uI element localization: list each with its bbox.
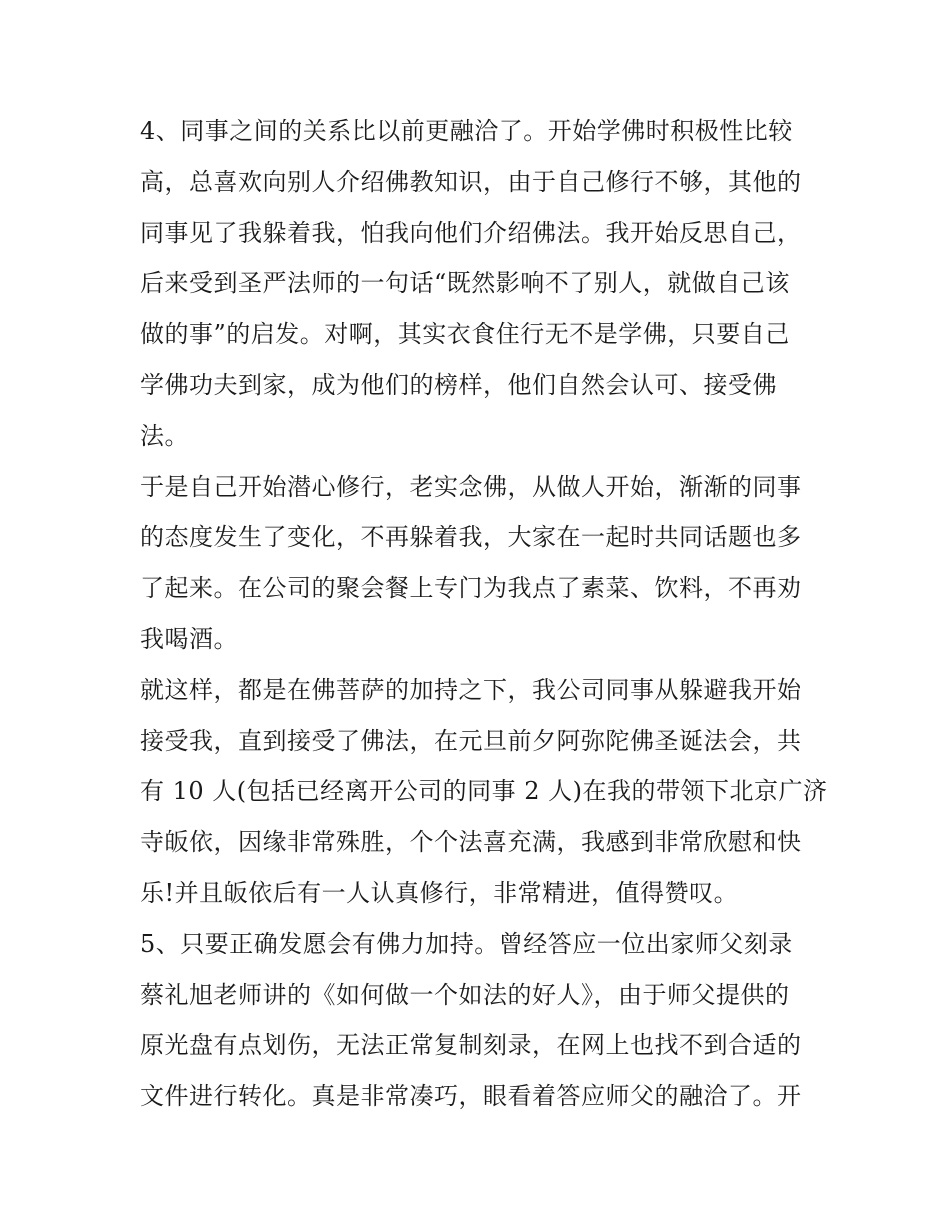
text-line: 乐!并且皈依后有一人认真修行，非常精进，值得赞叹。 [140, 878, 739, 907]
text-line: 法。 [140, 421, 189, 450]
document-body [140, 106, 828, 1122]
text-line: 接受我，直到接受了佛法，在元旦前夕阿弥陀佛圣诞法会，共 [140, 726, 802, 755]
text-line: 原光盘有点划伤，无法正常复制刻录，在网上也找不到合适的 [140, 1031, 802, 1060]
text-line: 于是自己开始潜心修行，老实念佛，从做人开始，渐渐的同事 [140, 472, 802, 501]
text-line: 蔡礼旭老师讲的《如何做一个如法的好人》，由于师父提供的 [140, 980, 790, 1009]
text-line: 就这样，都是在佛菩萨的加持之下，我公司同事从躲避我开始 [140, 675, 802, 704]
text-line: 做的事”的启发。对啊，其实衣食住行无不是学佛，只要自己 [140, 320, 790, 349]
text-line: 学佛功夫到家，成为他们的榜样，他们自然会认可、接受佛 [140, 370, 777, 399]
text-line: 5、只要正确发愿会有佛力加持。曾经答应一位出家师父刻录 [140, 929, 793, 958]
text-line: 高，总喜欢向别人介绍佛教知识，由于自己修行不够，其他的 [140, 167, 802, 196]
text-line: 4、同事之间的关系比以前更融洽了。开始学佛时积极性比较 [140, 117, 793, 145]
text-line: 同事见了我躲着我，怕我向他们介绍佛法。我开始反思自己， [140, 218, 802, 247]
text-line: 文件进行转化。真是非常凑巧，眼看着答应师父的融洽了。开 [140, 1082, 802, 1111]
text-line: 我喝酒。 [140, 624, 238, 653]
text-line: 寺皈依，因缘非常殊胜，个个法喜充满，我感到非常欣慰和快 [140, 828, 802, 857]
text-line: 了起来。在公司的聚会餐上专门为我点了素菜、饮料，不再劝 [140, 574, 802, 603]
text-line: 后来受到圣严法师的一句话“既然影响不了别人，就做自己该 [140, 269, 790, 298]
text-line: 的态度发生了变化，不再躲着我，大家在一起时共同话题也多 [140, 523, 802, 552]
text-line: 有 10 人(包括已经离开公司的同事 2 人)在我的带领下北京广济 [140, 777, 828, 806]
